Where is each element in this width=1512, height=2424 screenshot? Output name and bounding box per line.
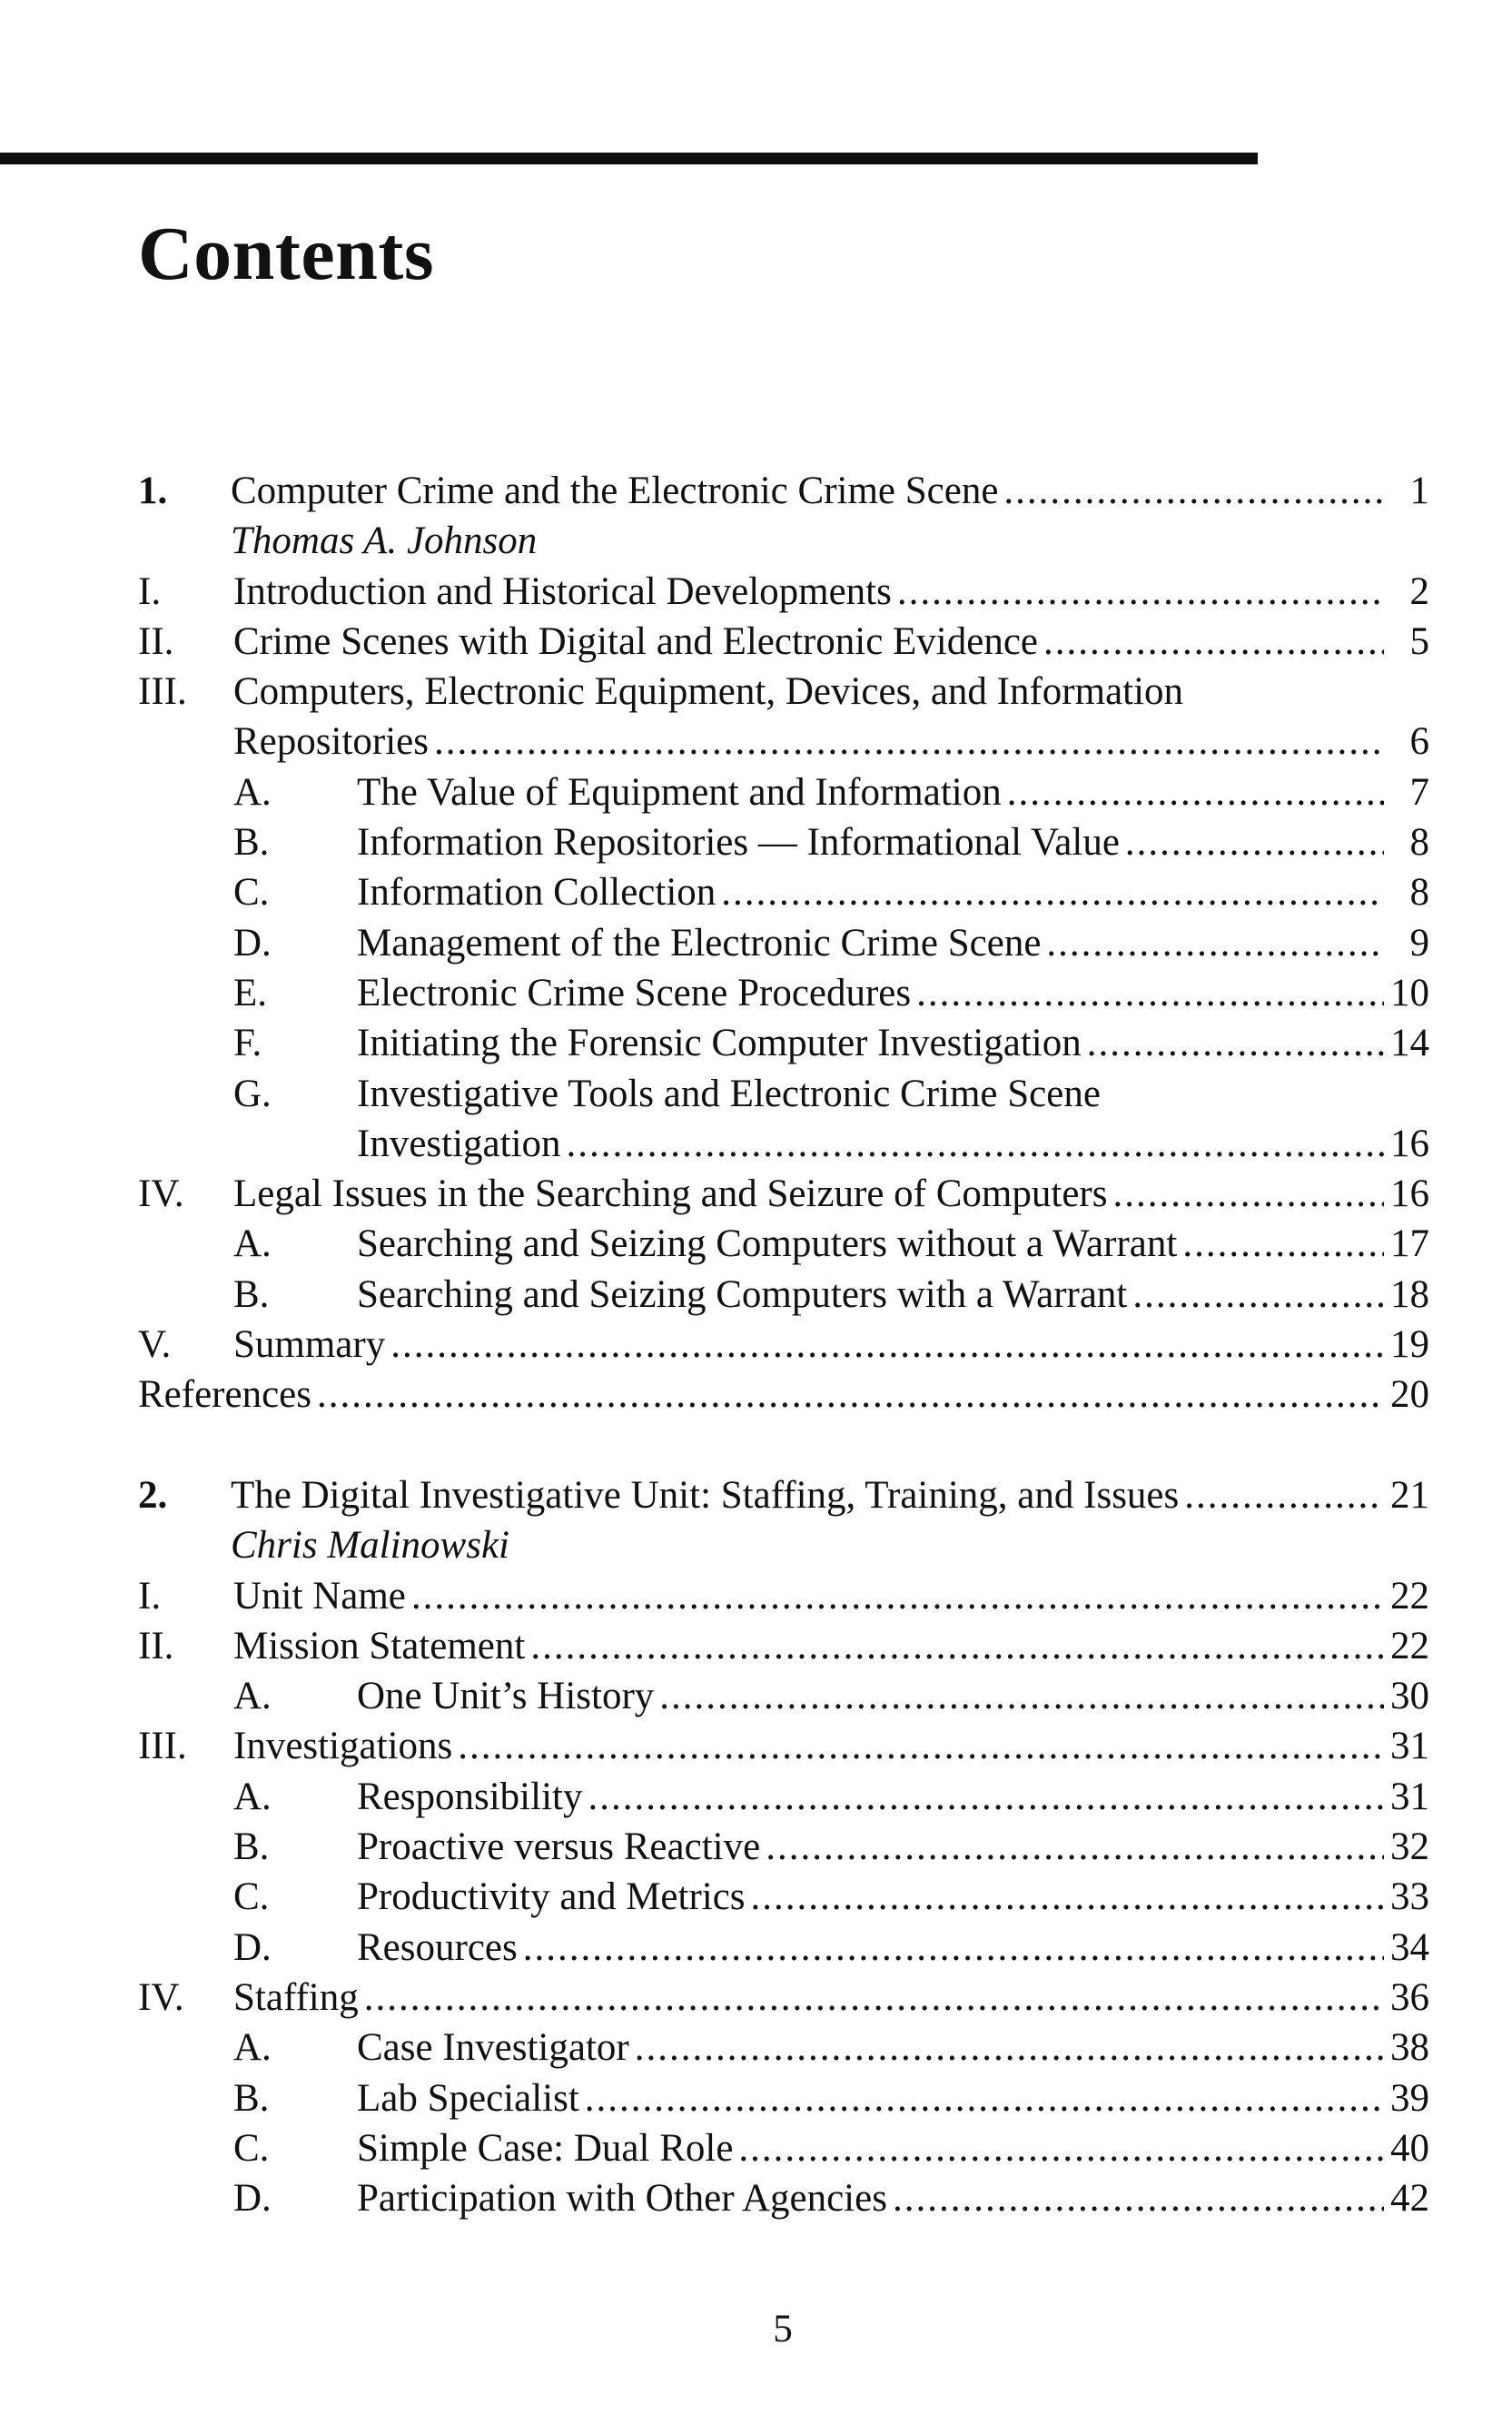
subsection-title: Management of the Electronic Crime Scene [357,921,1042,965]
leader-dots [1132,1270,1384,1320]
page-ref: 8 [1409,821,1429,865]
leader-dots [530,1621,1384,1671]
leader-dots [766,1822,1384,1872]
subsection-letter: B. [233,1272,270,1316]
toc-entry[interactable] [138,567,1429,617]
page-ref: 14 [1390,1022,1429,1065]
table-of-contents [138,466,1429,2223]
chapter-heading[interactable] [138,1470,1429,1520]
page-ref: 34 [1390,1925,1429,1969]
section-title: Introduction and Historical Developments [233,569,892,613]
section-title: Mission Statement [233,1624,526,1667]
leader-dots [659,1671,1384,1721]
toc-subentry[interactable] [138,817,1429,867]
subsection-title: One Unit’s History [357,1675,655,1718]
page-ref: 38 [1390,2026,1429,2070]
subsection-title: Case Investigator [357,2026,629,2070]
page-ref: 10 [1390,971,1429,1014]
subsection-letter: A. [233,1222,272,1266]
subsection-title: Information Repositories — Informational Value [357,821,1120,865]
toc-subentry[interactable] [138,968,1429,1018]
chapter-author: Thomas A. Johnson [231,519,538,563]
page-ref: 19 [1390,1323,1429,1367]
toc-subentry[interactable] [138,918,1429,968]
leader-dots [738,2123,1384,2173]
leader-dots [635,2023,1384,2073]
leader-dots [1182,1219,1384,1269]
leader-dots [317,1370,1384,1420]
subsection-letter: A. [233,1775,272,1818]
toc-subentry[interactable] [138,1018,1429,1068]
leader-dots [1125,817,1384,867]
subsection-letter: F. [233,1022,262,1065]
page-ref: 22 [1390,1624,1429,1667]
leader-dots [523,1923,1384,1973]
toc-subentry[interactable] [138,1772,1429,1822]
references-label: References [138,1373,311,1417]
subsection-title: Participation with Other Agencies [357,2177,887,2221]
leader-dots [364,1973,1384,2023]
toc-subentry[interactable] [138,2123,1429,2173]
subsection-title: Searching and Seizing Computers with a Warrant [357,1272,1128,1316]
chapter-author-line [138,1520,1429,1570]
chapter-spacer [138,1420,1429,1470]
section-title: Staffing [233,1975,359,2019]
section-number: IV. [138,1172,184,1216]
chapter-number: 2. [138,1473,168,1517]
leader-dots [916,968,1384,1018]
toc-subentry[interactable] [138,767,1429,817]
subsection-letter: B. [233,2076,270,2120]
subsection-letter: D. [233,1925,272,1969]
page-number: 5 [773,2308,793,2350]
page-ref: 8 [1409,871,1429,915]
references-entry[interactable] [138,1370,1429,1420]
section-number: V. [138,1323,172,1367]
leader-dots [585,2073,1384,2123]
toc-entry-continued[interactable] [138,717,1429,767]
subsection-title: Proactive versus Reactive [357,1825,761,1869]
leader-dots [1003,466,1384,516]
leader-dots [567,1119,1384,1169]
section-title: Crime Scenes with Digital and Electronic Evidence [233,619,1038,663]
chapter-author: Chris Malinowski [231,1524,510,1568]
toc-subentry[interactable] [138,1923,1429,1973]
page-ref: 30 [1390,1675,1429,1718]
subsection-letter: D. [233,921,272,965]
toc-subentry[interactable] [138,1671,1429,1721]
page-ref: 22 [1390,1574,1429,1618]
toc-entry[interactable] [138,1721,1429,1771]
subsection-title: Responsibility [357,1775,583,1818]
toc-entry[interactable] [138,1621,1429,1671]
leader-dots [1112,1169,1384,1219]
leader-dots [897,567,1384,617]
section-title: Investigations [233,1725,453,1768]
leader-dots [1043,617,1384,667]
section-title: Summary [233,1323,386,1367]
page-ref: 31 [1390,1775,1429,1818]
leader-dots [458,1721,1384,1771]
subsection-title: Resources [357,1925,518,1969]
page-ref: 7 [1409,770,1429,814]
toc-entry[interactable] [138,667,1429,717]
subsection-letter: C. [233,1875,270,1919]
page-ref: 33 [1390,1875,1429,1919]
subsection-title: Initiating the Forensic Computer Investigation [357,1022,1082,1065]
toc-subentry[interactable] [138,1872,1429,1922]
subsection-title-continued: Investigation [357,1122,561,1165]
leader-dots [434,717,1384,767]
section-number: II. [138,1624,174,1667]
toc-entry[interactable] [138,1320,1429,1370]
subsection-letter: A. [233,2026,272,2070]
subsection-title: Investigative Tools and Electronic Crime Scene [357,1072,1101,1115]
page-ref: 9 [1409,921,1429,965]
section-number: III. [138,670,187,714]
page-ref: 17 [1390,1222,1429,1266]
subsection-letter: D. [233,2177,272,2221]
leader-dots [1184,1470,1384,1520]
subsection-letter: B. [233,821,270,865]
toc-subentry[interactable] [138,2073,1429,2123]
page-title: Contents [138,212,435,296]
page-ref: 39 [1390,2076,1429,2120]
toc-entry[interactable] [138,617,1429,667]
top-rule [0,153,1258,164]
page-ref: 18 [1390,1272,1429,1316]
leader-dots [411,1571,1384,1621]
leader-dots [1087,1018,1384,1068]
toc-subentry[interactable] [138,2023,1429,2073]
page-ref: 42 [1390,2177,1429,2221]
section-number: I. [138,1574,162,1618]
leader-dots [588,1772,1384,1822]
section-title: Unit Name [233,1574,406,1618]
page-ref: 16 [1390,1122,1429,1165]
subsection-letter: A. [233,770,272,814]
page-ref: 20 [1390,1373,1429,1417]
subsection-letter: C. [233,871,270,915]
page-ref: 5 [1409,619,1429,663]
chapter-number: 1. [138,470,168,512]
toc-subentry-continued[interactable] [138,1119,1429,1169]
toc-subentry[interactable] [138,2173,1429,2223]
page-ref: 36 [1390,1975,1429,2019]
section-title-continued: Repositories [233,720,429,764]
section-number: II. [138,619,174,663]
page-ref: 40 [1390,2126,1429,2170]
section-number: III. [138,1725,187,1768]
subsection-letter: A. [233,1675,272,1718]
toc-subentry[interactable] [138,1822,1429,1872]
leader-dots [1007,767,1384,817]
subsection-letter: B. [233,1825,270,1869]
leader-dots [721,867,1384,917]
toc-entry[interactable] [138,1973,1429,2023]
page-ref: 6 [1409,720,1429,764]
subsection-title: Electronic Crime Scene Procedures [357,971,912,1014]
page-ref: 21 [1390,1473,1429,1517]
section-title: Legal Issues in the Searching and Seizure of Computers [233,1172,1108,1216]
subsection-title: Productivity and Metrics [357,1875,746,1919]
subsection-letter: G. [233,1072,272,1115]
toc-subentry[interactable] [138,1219,1429,1269]
subsection-title: The Value of Equipment and Information [357,770,1002,814]
section-number: IV. [138,1975,184,2019]
section-title: Computers, Electronic Equipment, Devices, and Information [233,670,1184,714]
chapter-author-line [138,516,1429,566]
toc-entry[interactable] [138,1571,1429,1621]
subsection-title: Lab Specialist [357,2076,579,2120]
page-ref: 32 [1390,1825,1429,1869]
leader-dots [893,2173,1384,2223]
toc-subentry[interactable] [138,867,1429,917]
subsection-title: Information Collection [357,871,716,915]
toc-subentry[interactable] [138,1069,1429,1119]
page-ref: 1 [1409,470,1429,512]
chapter-heading[interactable] [138,466,1429,516]
toc-subentry[interactable] [138,1270,1429,1320]
subsection-letter: C. [233,2126,270,2170]
page-ref: 16 [1390,1172,1429,1216]
subsection-letter: E. [233,971,268,1014]
leader-dots [390,1320,1384,1370]
toc-entry[interactable] [138,1169,1429,1219]
page-ref: 2 [1409,569,1429,613]
section-number: I. [138,569,162,613]
leader-dots [1046,918,1384,968]
leader-dots [751,1872,1384,1922]
chapter-title: Computer Crime and the Electronic Crime Scene [231,470,999,512]
page-ref: 31 [1390,1725,1429,1768]
subsection-title: Simple Case: Dual Role [357,2126,734,2170]
subsection-title: Searching and Seizing Computers without a Warrant [357,1222,1178,1266]
chapter-title: The Digital Investigative Unit: Staffing, Training, and Issues [231,1473,1180,1517]
